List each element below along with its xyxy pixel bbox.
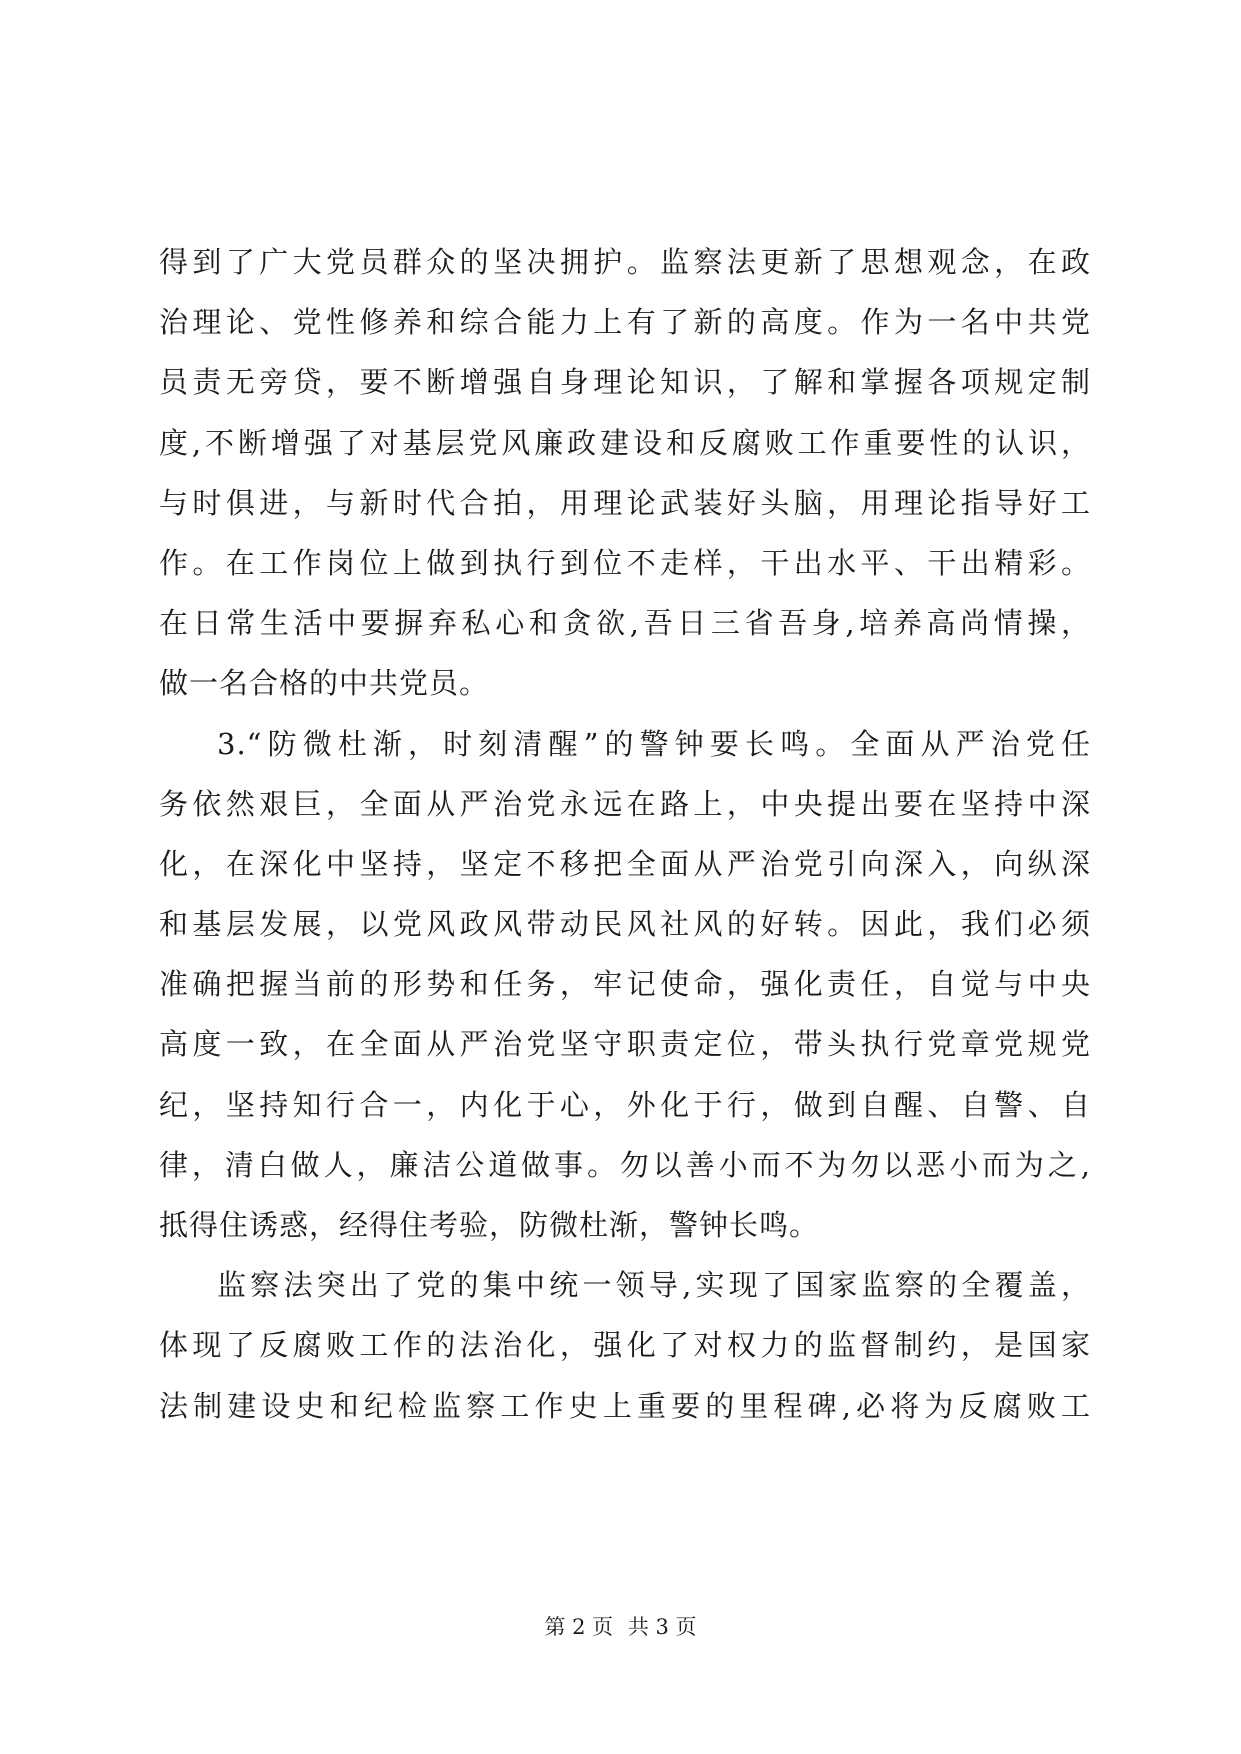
text-line: 与时俱进，与新时代合拍，用理论武装好头脑，用理论指导好工	[159, 485, 1091, 520]
text-line: 律，清白做人，廉洁公道做事。勿以善小而不为勿以恶小而为之,	[159, 1147, 1091, 1182]
text-line: 准确把握当前的形势和任务，牢记使命，强化责任，自觉与中央	[159, 967, 1091, 1002]
text-line: 务依然艰巨，全面从严治党永远在路上，中央提出要在坚持中深	[159, 786, 1091, 821]
text-line: 监察法突出了党的集中统一领导,实现了国家监察的全覆盖，	[217, 1268, 1091, 1303]
text-line: 做一名合格的中共党员。	[159, 666, 490, 701]
text-line: 和基层发展，以党风政风带动民风社风的好转。因此，我们必须	[159, 907, 1091, 942]
text-line: 员责无旁贷，要不断增强自身理论知识，了解和掌握各项规定制	[159, 365, 1091, 400]
document-body	[159, 232, 1091, 1436]
text-line: 纪，坚持知行合一，内化于心，外化于行，做到自醒、自警、自	[159, 1087, 1091, 1122]
text-line: 在日常生活中要摒弃私心和贪欲,吾日三省吾身,培养高尚情操，	[159, 606, 1091, 641]
text-line: 治理论、党性修养和综合能力上有了新的高度。作为一名中共党	[159, 305, 1091, 340]
page-footer	[0, 1612, 1241, 1642]
text-line: 高度一致，在全面从严治党坚守职责定位，带头执行党章党规党	[159, 1027, 1091, 1062]
text-line: 化，在深化中坚持，坚定不移把全面从严治党引向深入，向纵深	[159, 846, 1091, 881]
text-line: 体现了反腐败工作的法治化，强化了对权力的监督制约，是国家	[159, 1328, 1091, 1363]
text-line: 得到了广大党员群众的坚决拥护。监察法更新了思想观念，在政	[159, 245, 1091, 279]
text-line: 抵得住诱惑，经得住考验，防微杜渐，警钟长鸣。	[159, 1208, 820, 1242]
page-number: 第 2 页	[544, 1615, 614, 1639]
page-total: 共 3 页	[627, 1615, 697, 1639]
text-line: 法制建设史和纪检监察工作史上重要的里程碑,必将为反腐败工	[159, 1388, 1091, 1423]
text-line: 3.“防微杜渐，时刻清醒”的警钟要长鸣。全面从严治党任	[217, 726, 1091, 761]
text-line: 作。在工作岗位上做到执行到位不走样，干出水平、干出精彩。	[159, 545, 1091, 580]
text-line: 度,不断增强了对基层党风廉政建设和反腐败工作重要性的认识，	[159, 425, 1091, 460]
